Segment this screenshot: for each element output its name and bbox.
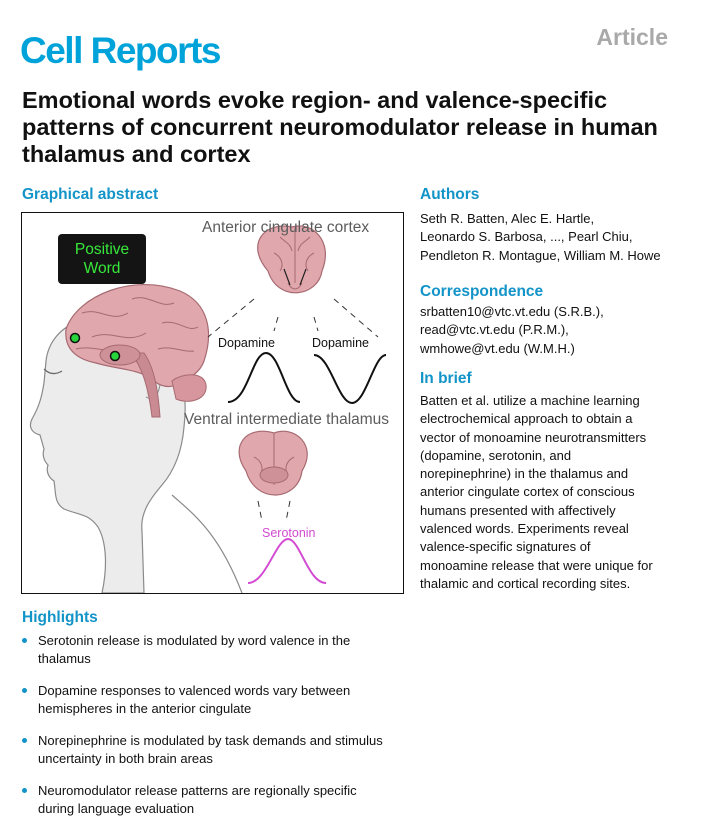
email-link[interactable]: wmhowe@vt.edu (W.M.H.) [420, 340, 575, 356]
highlight-line: hemispheres in the anterior cingulate [38, 701, 252, 716]
article-title: Emotional words evoke region- and valence-specific patterns of concurrent neuromodulator release in human thalamus and cortex [22, 87, 658, 167]
in-brief-line: anterior cingulate cortex of conscious [420, 484, 635, 500]
highlight-line: uncertainty in both brain areas [38, 751, 213, 766]
author-line: Pendleton R. Montague, William M. Howe [420, 247, 661, 263]
highlight-line: Serotonin release is modulated by word valence in the [38, 633, 351, 648]
region-label-acc: Anterior cingulate cortex [202, 219, 370, 236]
bullet-icon [22, 738, 27, 743]
graphical-abstract [21, 212, 404, 594]
highlight-item [22, 682, 422, 718]
highlight-line: Neuromodulator release patterns are regionally specific [38, 783, 357, 798]
email-link[interactable]: read@vtc.vt.edu (P.R.M.), [420, 322, 569, 338]
in-brief-line: norepinephrine) in the thalamus and [420, 466, 629, 482]
serotonin-label: Serotonin [262, 526, 316, 540]
bullet-icon [22, 788, 27, 793]
highlight-item [22, 782, 422, 818]
in-brief-line: (dopamine, serotonin, and [420, 447, 572, 463]
in-brief-text [420, 392, 653, 593]
in-brief-line: electrochemical approach to obtain a [420, 411, 633, 427]
electrode-cingulate-marker [71, 334, 80, 343]
in-brief-line: valence-specific signatures of [420, 539, 591, 555]
email-link[interactable]: srbatten10@vtc.vt.edu (S.R.B.), [420, 304, 604, 319]
journal-logo: Cell Reports [20, 30, 220, 71]
in-brief-line: Batten et al. utilize a machine learning [420, 393, 640, 408]
positive-word-screen [58, 234, 146, 284]
bullet-icon [22, 688, 27, 693]
dopamine-left-trace [228, 353, 300, 402]
in-brief-line: monoamine release that were unique for [420, 557, 653, 573]
region-label-thalamus: Ventral intermediate thalamus [184, 411, 390, 428]
highlight-item [22, 632, 422, 668]
authors-list [420, 210, 661, 265]
in-brief-heading: In brief [420, 370, 472, 387]
positive-word-line1: Positive [74, 241, 130, 258]
author-line: Seth R. Batten, Alec E. Hartle, [420, 211, 595, 226]
authors-heading: Authors [420, 186, 480, 203]
highlight-line: Dopamine responses to valenced words vary between [38, 683, 351, 698]
dopamine-right-trace [314, 355, 386, 403]
graphical-abstract-heading: Graphical abstract [22, 186, 159, 203]
correspondence-list [420, 303, 604, 358]
in-brief-line: valenced words. Experiments reveal [420, 521, 629, 537]
highlight-line: thalamus [38, 651, 91, 666]
electrode-thalamus-marker [111, 352, 120, 361]
dopamine-left-label: Dopamine [218, 336, 275, 350]
highlight-item [22, 732, 422, 768]
highlights-heading: Highlights [22, 609, 98, 626]
dopamine-right-label: Dopamine [312, 336, 369, 350]
article-type-label: Article [596, 24, 668, 50]
positive-word-line2: Word [83, 260, 121, 277]
highlights-list [22, 632, 422, 832]
highlight-line: during language evaluation [38, 801, 195, 816]
bullet-icon [22, 638, 27, 643]
cerebellum [172, 375, 206, 402]
highlight-line: Norepinephrine is modulated by task demands and stimulus [38, 733, 383, 748]
in-brief-line: humans presented with affectively [420, 502, 616, 518]
serotonin-trace [248, 539, 326, 583]
in-brief-line: thalamic and cortical recording sites. [420, 575, 631, 591]
coronal-brain-bottom [239, 431, 307, 495]
correspondence-heading: Correspondence [420, 283, 544, 300]
in-brief-line: vector of monoamine neurotransmitters [420, 429, 647, 445]
author-line: Leonardo S. Barbosa, ..., Pearl Chiu, [420, 229, 633, 245]
